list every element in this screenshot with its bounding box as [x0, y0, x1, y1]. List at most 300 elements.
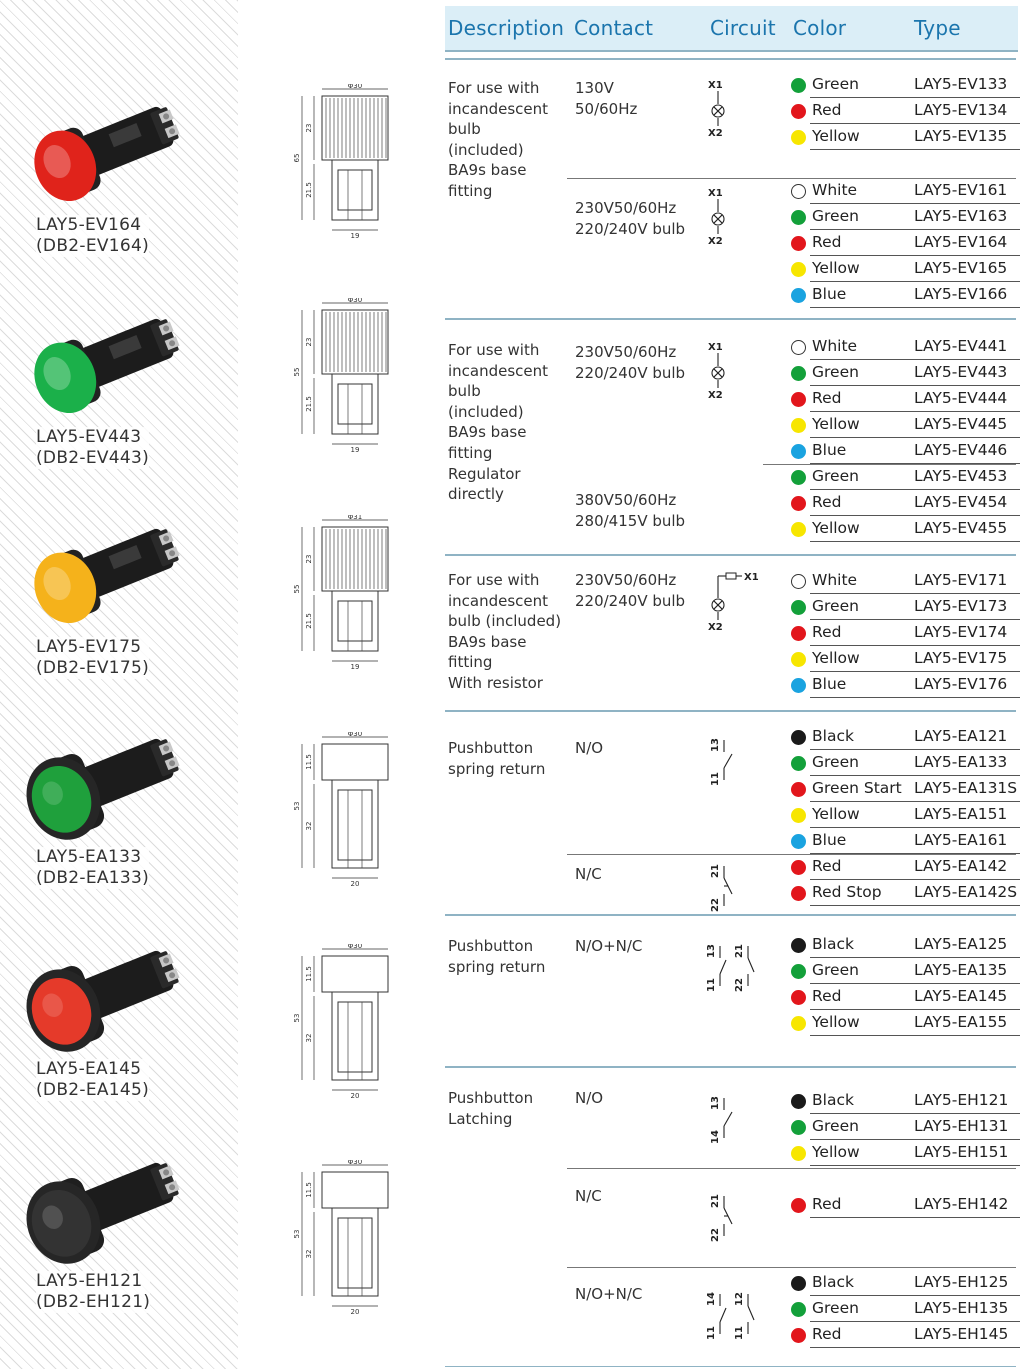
color-type-row — [790, 958, 1020, 984]
color-label: Black — [812, 1091, 854, 1109]
dimension-drawing — [290, 732, 410, 892]
product-alt-code: (DB2-EV443) — [36, 448, 150, 468]
svg-text:11: 11 — [710, 772, 721, 786]
circuit-symbol-lamp — [706, 78, 766, 138]
type-code: LAY5-EA133 — [914, 753, 1008, 771]
color-type-row — [790, 1192, 1020, 1218]
header-type: Type — [914, 16, 961, 40]
dimension-drawing-svg — [290, 944, 410, 1104]
color-label: Red — [812, 1325, 842, 1343]
color-dot-icon — [791, 418, 806, 433]
svg-text:21: 21 — [734, 944, 745, 958]
color-type-row — [790, 1270, 1020, 1296]
product-item — [0, 710, 238, 910]
color-type-row — [790, 1088, 1020, 1114]
row-underline — [810, 541, 1020, 542]
color-dot-icon — [791, 210, 806, 225]
color-dot-icon — [791, 262, 806, 277]
svg-text:11.5: 11.5 — [305, 1182, 313, 1198]
color-label: Green — [812, 75, 859, 93]
group-separator — [445, 1066, 1016, 1068]
type-code: LAY5-EA161 — [914, 831, 1008, 849]
svg-text:12: 12 — [734, 1292, 745, 1306]
svg-text:Φ30: Φ30 — [347, 84, 363, 90]
row-underline — [810, 307, 1020, 308]
product-photo — [22, 710, 202, 850]
svg-text:20: 20 — [350, 880, 360, 888]
color-label: Blue — [812, 831, 847, 849]
dimension-drawing-svg — [290, 732, 410, 892]
svg-text:23: 23 — [305, 554, 313, 564]
type-code: LAY5-EA142S — [914, 883, 1018, 901]
color-dot-icon — [791, 522, 806, 537]
color-type-row — [790, 490, 1020, 516]
color-dot-icon — [791, 130, 806, 145]
product-item — [0, 78, 238, 278]
type-code: LAY5-EV455 — [914, 519, 1008, 537]
color-dot-icon — [791, 808, 806, 823]
circuit-symbol-nc — [706, 1186, 766, 1246]
color-label: Yellow — [812, 127, 860, 145]
type-code: LAY5-EV171 — [914, 571, 1008, 589]
dimension-drawing — [290, 298, 410, 458]
type-code: LAY5-EV453 — [914, 467, 1008, 485]
product-alt-code: (DB2-EA133) — [36, 868, 150, 888]
type-code: LAY5-EV165 — [914, 259, 1008, 277]
svg-text:21: 21 — [710, 864, 721, 878]
product-item — [0, 500, 238, 700]
product-name — [36, 637, 149, 679]
color-label: Green — [812, 753, 859, 771]
contact-rating: 230V50/60Hz 220/240V bulb — [575, 199, 686, 238]
color-type-row — [790, 672, 1020, 698]
product-photo — [22, 1134, 202, 1274]
type-code: LAY5-EV161 — [914, 181, 1008, 199]
svg-text:20: 20 — [350, 1308, 360, 1316]
color-type-row — [790, 568, 1020, 594]
product-photo — [22, 922, 202, 1062]
type-code: LAY5-EH125 — [914, 1273, 1009, 1291]
color-label: Green — [812, 467, 859, 485]
table-header — [445, 6, 1018, 52]
color-type-row — [790, 256, 1020, 282]
svg-text:Φ30: Φ30 — [347, 732, 363, 738]
svg-text:13: 13 — [710, 1096, 721, 1110]
color-type-row — [790, 724, 1020, 750]
color-dot-icon — [791, 886, 806, 901]
color-label: Green — [812, 1117, 859, 1135]
svg-text:22: 22 — [710, 1228, 721, 1242]
type-code: LAY5-EA131S — [914, 779, 1018, 797]
product-name — [36, 1059, 149, 1101]
circuit-symbol-nonc-latch — [706, 1284, 766, 1344]
color-dot-icon — [791, 496, 806, 511]
row-underline — [810, 1165, 1020, 1166]
color-dot-icon — [791, 1094, 806, 1109]
color-label: Yellow — [812, 519, 860, 537]
svg-text:32: 32 — [305, 1033, 313, 1043]
color-dot-icon — [791, 184, 806, 199]
color-dot-icon — [791, 78, 806, 93]
type-code: LAY5-EH121 — [914, 1091, 1009, 1109]
type-code: LAY5-EA155 — [914, 1013, 1008, 1031]
svg-text:19: 19 — [350, 232, 360, 240]
svg-text:11: 11 — [734, 1326, 745, 1340]
color-label: Black — [812, 727, 854, 745]
color-label: Green — [812, 961, 859, 979]
color-type-row — [790, 828, 1020, 854]
color-dot-icon — [791, 678, 806, 693]
dimension-drawing — [290, 515, 410, 675]
color-type-row — [790, 1010, 1020, 1036]
svg-text:22: 22 — [734, 978, 745, 992]
type-code: LAY5-EV174 — [914, 623, 1008, 641]
contact-rating: N/C — [575, 865, 602, 883]
color-label: Yellow — [812, 259, 860, 277]
product-photo — [22, 500, 202, 640]
product-item — [0, 1134, 238, 1334]
svg-text:X1: X1 — [708, 188, 723, 199]
color-type-row — [790, 750, 1020, 776]
svg-text:23: 23 — [305, 123, 313, 133]
type-code: LAY5-EV164 — [914, 233, 1008, 251]
product-photo — [22, 78, 202, 218]
header-circuit: Circuit — [710, 16, 776, 40]
svg-text:13: 13 — [706, 944, 717, 958]
group-separator — [445, 318, 1016, 320]
product-code: LAY5-EV175 — [36, 637, 142, 657]
color-type-row — [790, 516, 1020, 542]
color-dot-icon — [791, 444, 806, 459]
group-description: Pushbutton spring return — [448, 739, 546, 778]
color-type-row — [790, 386, 1020, 412]
color-type-row — [790, 880, 1020, 906]
group-description: Pushbutton spring return — [448, 937, 546, 976]
svg-text:Φ30: Φ30 — [347, 1160, 363, 1166]
color-label: Yellow — [812, 1013, 860, 1031]
color-dot-icon — [791, 340, 806, 355]
color-type-row — [790, 98, 1020, 124]
type-code: LAY5-EH145 — [914, 1325, 1009, 1343]
type-code: LAY5-EH151 — [914, 1143, 1009, 1161]
color-dot-icon — [791, 1120, 806, 1135]
color-label: Red — [812, 101, 842, 119]
dimension-drawing-svg — [290, 84, 410, 244]
color-label: Blue — [812, 285, 847, 303]
row-underline — [810, 1217, 1020, 1218]
color-dot-icon — [791, 470, 806, 485]
color-label: Green Start — [812, 779, 902, 797]
circuit-symbol-lamp-resistor — [706, 572, 766, 632]
color-dot-icon — [791, 600, 806, 615]
group-separator — [445, 914, 1016, 916]
svg-text:55: 55 — [293, 367, 301, 377]
row-underline — [810, 1347, 1020, 1348]
color-label: Red — [812, 493, 842, 511]
color-type-row — [790, 1322, 1020, 1348]
color-label: Red Stop — [812, 883, 882, 901]
color-type-row — [790, 932, 1020, 958]
color-type-row — [790, 230, 1020, 256]
color-type-row — [790, 178, 1020, 204]
color-label: Red — [812, 389, 842, 407]
circuit-symbol-no-latch — [706, 1088, 766, 1148]
color-dot-icon — [791, 1328, 806, 1343]
color-label: Yellow — [812, 649, 860, 667]
svg-text:21.5: 21.5 — [305, 396, 313, 412]
color-label: Blue — [812, 675, 847, 693]
type-code: LAY5-EV176 — [914, 675, 1008, 693]
color-label: White — [812, 181, 858, 199]
product-name — [36, 427, 149, 469]
color-label: Yellow — [812, 805, 860, 823]
color-dot-icon — [791, 236, 806, 251]
color-dot-icon — [791, 288, 806, 303]
svg-text:X2: X2 — [708, 128, 723, 138]
color-type-row — [790, 854, 1020, 880]
type-code: LAY5-EV445 — [914, 415, 1008, 433]
svg-text:55: 55 — [293, 584, 301, 594]
color-dot-icon — [791, 574, 806, 589]
product-code: LAY5-EH121 — [36, 1271, 143, 1291]
type-code: LAY5-EV173 — [914, 597, 1008, 615]
group-separator — [445, 554, 1016, 556]
color-dot-icon — [791, 652, 806, 667]
row-underline — [810, 149, 1020, 150]
header-description: Description — [448, 16, 565, 40]
row-underline — [810, 905, 1020, 906]
group-description: For use with incandescent bulb (included) BA9s base fitting — [448, 79, 549, 200]
svg-text:Φ30: Φ30 — [347, 298, 363, 304]
type-code: LAY5-EV441 — [914, 337, 1008, 355]
color-type-row — [790, 776, 1020, 802]
color-dot-icon — [791, 1016, 806, 1031]
color-dot-icon — [791, 860, 806, 875]
svg-text:65: 65 — [293, 153, 301, 163]
svg-text:Φ31: Φ31 — [347, 515, 363, 521]
type-code: LAY5-EV166 — [914, 285, 1008, 303]
dimension-drawing — [290, 1160, 410, 1320]
circuit-symbol-lamp — [706, 186, 766, 246]
contact-rating: 130V 50/60Hz — [575, 79, 638, 118]
dimension-drawing — [290, 944, 410, 1104]
color-type-row — [790, 204, 1020, 230]
product-item — [0, 290, 238, 490]
group-separator — [445, 58, 1016, 60]
row-underline — [810, 1035, 1020, 1036]
color-type-row — [790, 464, 1020, 490]
color-dot-icon — [791, 1276, 806, 1291]
svg-text:14: 14 — [706, 1292, 717, 1306]
dimension-drawing-svg — [290, 298, 410, 458]
svg-text:53: 53 — [293, 1013, 301, 1023]
color-type-row — [790, 802, 1020, 828]
color-label: Yellow — [812, 415, 860, 433]
color-type-row — [790, 282, 1020, 308]
color-type-row — [790, 1296, 1020, 1322]
color-type-row — [790, 1114, 1020, 1140]
type-code: LAY5-EV175 — [914, 649, 1008, 667]
product-item — [0, 922, 238, 1122]
product-code: LAY5-EV164 — [36, 215, 142, 235]
type-code: LAY5-EV133 — [914, 75, 1008, 93]
svg-text:19: 19 — [350, 446, 360, 454]
color-dot-icon — [791, 392, 806, 407]
svg-text:32: 32 — [305, 1249, 313, 1259]
type-code: LAY5-EH135 — [914, 1299, 1009, 1317]
color-label: Blue — [812, 441, 847, 459]
svg-text:Φ30: Φ30 — [347, 944, 363, 950]
color-label: Black — [812, 935, 854, 953]
dimension-drawing — [290, 84, 410, 244]
color-type-row — [790, 646, 1020, 672]
contact-rating: N/O — [575, 1089, 604, 1107]
type-code: LAY5-EA142 — [914, 857, 1008, 875]
color-dot-icon — [791, 782, 806, 797]
circuit-symbol-no — [706, 730, 766, 790]
svg-text:X2: X2 — [708, 236, 723, 246]
group-description: For use with incandescent bulb (included) BA9s base fitting Regulator directly — [448, 341, 549, 504]
color-dot-icon — [791, 1198, 806, 1213]
product-alt-code: (DB2-EH121) — [36, 1292, 151, 1312]
color-dot-icon — [791, 834, 806, 849]
color-type-row — [790, 984, 1020, 1010]
color-label: Red — [812, 623, 842, 641]
circuit-symbol-nonc — [706, 936, 766, 996]
color-label: Red — [812, 857, 842, 875]
color-dot-icon — [791, 1302, 806, 1317]
dimension-drawing-svg — [290, 515, 410, 675]
type-code: LAY5-EA151 — [914, 805, 1008, 823]
color-label: Yellow — [812, 1143, 860, 1161]
color-dot-icon — [791, 938, 806, 953]
color-type-row — [790, 594, 1020, 620]
color-dot-icon — [791, 104, 806, 119]
color-label: Green — [812, 597, 859, 615]
color-type-row — [790, 1140, 1020, 1166]
svg-text:20: 20 — [350, 1092, 360, 1100]
svg-text:X1: X1 — [744, 572, 759, 583]
svg-text:13: 13 — [710, 738, 721, 752]
color-label: White — [812, 571, 858, 589]
color-label: Red — [812, 233, 842, 251]
product-code: LAY5-EA145 — [36, 1059, 142, 1079]
subgroup-separator — [567, 1267, 1016, 1268]
contact-rating: 230V50/60Hz 220/240V bulb — [575, 571, 686, 610]
dimension-drawing-svg — [290, 1160, 410, 1320]
product-alt-code: (DB2-EV175) — [36, 658, 150, 678]
contact-rating: 230V50/60Hz 220/240V bulb — [575, 343, 686, 382]
circuit-symbol-lamp — [706, 340, 766, 400]
svg-text:X2: X2 — [708, 390, 723, 400]
color-label: Green — [812, 207, 859, 225]
group-separator — [445, 710, 1016, 712]
svg-text:22: 22 — [710, 898, 721, 912]
svg-text:X1: X1 — [708, 80, 723, 91]
type-code: LAY5-EA135 — [914, 961, 1008, 979]
type-code: LAY5-EH131 — [914, 1117, 1009, 1135]
type-code: LAY5-EV134 — [914, 101, 1008, 119]
color-type-row — [790, 124, 1020, 150]
svg-text:11.5: 11.5 — [305, 966, 313, 982]
product-code: LAY5-EA133 — [36, 847, 142, 867]
product-name — [36, 1271, 150, 1313]
type-code: LAY5-EV135 — [914, 127, 1008, 145]
type-code: LAY5-EA145 — [914, 987, 1008, 1005]
header-color: Color — [793, 16, 847, 40]
color-dot-icon — [791, 1146, 806, 1161]
product-name — [36, 215, 149, 257]
color-type-row — [790, 334, 1020, 360]
color-type-row — [790, 620, 1020, 646]
color-label: Red — [812, 987, 842, 1005]
contact-rating: N/C — [575, 1187, 602, 1205]
color-dot-icon — [791, 730, 806, 745]
color-label: Red — [812, 1195, 842, 1213]
svg-text:11.5: 11.5 — [305, 754, 313, 770]
color-type-row — [790, 412, 1020, 438]
header-contact: Contact — [574, 16, 654, 40]
svg-text:53: 53 — [293, 1229, 301, 1239]
color-type-row — [790, 360, 1020, 386]
color-dot-icon — [791, 756, 806, 771]
svg-text:23: 23 — [305, 337, 313, 347]
color-type-row — [790, 72, 1020, 98]
color-dot-icon — [791, 366, 806, 381]
group-description: Pushbutton Latching — [448, 1089, 534, 1128]
color-dot-icon — [791, 990, 806, 1005]
svg-text:11: 11 — [706, 978, 717, 992]
svg-text:21.5: 21.5 — [305, 182, 313, 198]
svg-text:X1: X1 — [708, 342, 723, 353]
color-label: White — [812, 337, 858, 355]
product-alt-code: (DB2-EA145) — [36, 1080, 150, 1100]
color-label: Green — [812, 363, 859, 381]
product-alt-code: (DB2-EV164) — [36, 236, 150, 256]
svg-text:11: 11 — [706, 1326, 717, 1340]
color-type-row — [790, 438, 1020, 464]
color-label: Green — [812, 1299, 859, 1317]
contact-rating: 380V50/60Hz 280/415V bulb — [575, 491, 686, 530]
type-code: LAY5-EV454 — [914, 493, 1008, 511]
type-code: LAY5-EV443 — [914, 363, 1008, 381]
product-name — [36, 847, 149, 889]
type-code: LAY5-EV446 — [914, 441, 1008, 459]
svg-text:21: 21 — [710, 1194, 721, 1208]
color-label: Black — [812, 1273, 854, 1291]
group-description: For use with incandescent bulb (included) BA9s base fitting With resistor — [448, 571, 562, 692]
svg-text:14: 14 — [710, 1130, 721, 1144]
type-code: LAY5-EA125 — [914, 935, 1008, 953]
table-bottom-border — [445, 1366, 1016, 1367]
svg-text:32: 32 — [305, 821, 313, 831]
circuit-symbol-nc — [706, 856, 766, 916]
contact-rating: N/O — [575, 739, 604, 757]
contact-rating: N/O+N/C — [575, 1285, 643, 1303]
svg-text:19: 19 — [350, 663, 360, 671]
type-code: LAY5-EV444 — [914, 389, 1008, 407]
type-code: LAY5-EH142 — [914, 1195, 1009, 1213]
row-underline — [810, 697, 1020, 698]
subgroup-separator — [567, 1168, 1016, 1169]
color-dot-icon — [791, 626, 806, 641]
product-code: LAY5-EV443 — [36, 427, 142, 447]
type-code: LAY5-EV163 — [914, 207, 1008, 225]
color-dot-icon — [791, 964, 806, 979]
type-code: LAY5-EA121 — [914, 727, 1008, 745]
svg-text:21.5: 21.5 — [305, 613, 313, 629]
product-photo — [22, 290, 202, 430]
